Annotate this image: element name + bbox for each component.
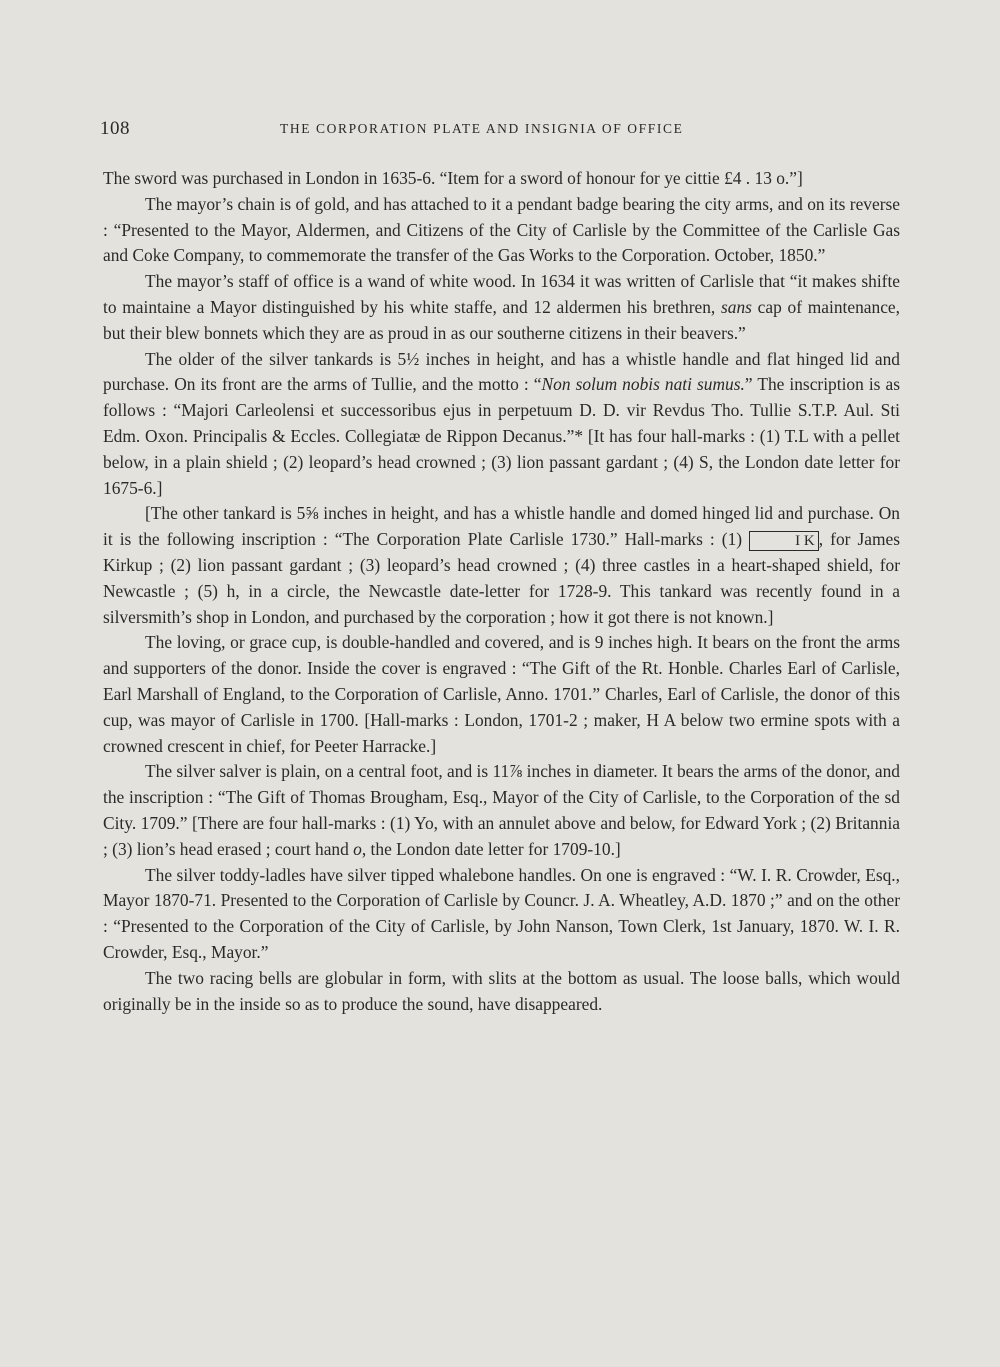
italic-text: sans [721, 296, 752, 317]
paragraph-text: The silver toddy-ladles have silver tipped whalebone handles. On one is engraved : “W. I. R. Crowder, Esq., Mayor 1870-71. Presented to the Corporation of Carlisle by Councr. J. A. Wheatley, A.D. 1870 ;” and on the other : “Presented to the Corporation of the City of Carlisle, by John Nanson, Town Clerk, 1st January, 1870. W. I. R. Crowder, Esq., Mayor.” [103, 864, 900, 962]
paragraph-text: , for James Kirkup ; (2) lion passant gardant ; (3) leopard’s head crowned ; (4) three castles in a heart-shaped shield, for Newcastle ; (5) h, in a circle, the Newcastle date-letter for 1728-9. This tankard was recently found in a silversmith’s shop in London, and purchased by the corporation ; how it got there is not known.] [103, 529, 900, 627]
running-head: THE CORPORATION PLATE AND INSIGNIA OF OFFICE [280, 121, 684, 136]
paragraph-other-tankard [103, 501, 900, 630]
paragraph-text: The silver salver is plain, on a central foot, and is 11⅞ inches in diameter. It bears the arms of the donor, and the inscription : “The Gift of Thomas Brougham, Esq., Mayor of the City of Carlisle, to the Corporation of the sd City. 1709.” [There are four hall-marks : (1) Yo, with an annulet above and below, for Edward York ; (2) Britannia ; (3) lion’s head erased ; court hand [103, 761, 900, 859]
paragraph-text: , the London date letter for 1709-10.] [361, 838, 621, 859]
page-header [100, 118, 900, 142]
paragraph-text: [The other tankard is 5⅝ inches in height, and has a whistle handle and domed hinged lid and purchase. On it is the following inscription : “The Corporation Plate Carlisle 1730.” Hall-marks : (1) [103, 503, 900, 550]
paragraph-older-tankard [103, 347, 900, 502]
paragraph-text: ” The inscription is as follows : “Majori Carleolensi et successoribus ejus in perpetuum D. D. vir Revdus Tho. Tullie S.T.P. Aul. Sti Edm. Oxon. Principalis & Eccles. Collegiatæ de Rippon Decanus.”* [It has four hall-marks : (1) T.L with a pellet below, in a plain shield ; (2) leopard’s head crowned ; (3) lion passant gardant ; (4) S, the London date letter for 1675-6.] [103, 374, 900, 498]
paragraph-mayors-chain [103, 192, 900, 269]
paragraph-text: The mayor’s chain is of gold, and has attached to it a pendant badge bearing the city arms, and on its reverse : “Presented to the Mayor, Aldermen, and Citizens of the City of Carlisle by the Committee of the Carlisle Gas and Coke Company, to commemorate the transfer of the Gas Works to the Corporation. October, 1850.” [103, 193, 900, 266]
paragraph-sword [103, 166, 900, 192]
hallmark-box: I K [749, 531, 819, 551]
italic-text: Non solum nobis nati sumus. [541, 374, 745, 395]
body-text [103, 166, 900, 1017]
paragraph-toddy-ladles [103, 863, 900, 966]
paragraph-text: cap of maintenance, but their blew bonnets which they are as proud in as our southerne citizens in their beavers.” [103, 296, 900, 343]
paragraph-silver-salver [103, 759, 900, 862]
paragraph-text: The sword was purchased in London in 1635-6. “Item for a sword of honour for ye cittie £4 . 13 o.”] [103, 168, 803, 188]
paragraph-mayors-staff [103, 269, 900, 346]
paragraph-loving-cup [103, 630, 900, 759]
paragraph-text: The loving, or grace cup, is double-handled and covered, and is 9 inches high. It bears on the front the arms and supporters of the donor. Inside the cover is engraved : “The Gift of the Rt. Honble. Charles Earl of Carlisle, Earl Marshall of England, to the Corporation of Carlisle, Anno. 1701.” Charles, Earl of Carlisle, the donor of this cup, was mayor of Carlisle in 1700. [Hall-marks : London, 1701-2 ; maker, H A below two ermine spots with a crowned crescent in chief, for Peeter Harracke.] [103, 632, 900, 756]
paragraph-text: The mayor’s staff of office is a wand of white wood. In 1634 it was written of Carlisle that “it makes shifte to maintaine a Mayor distinguished by his white staffe, and 12 aldermen his brethren, [103, 271, 900, 317]
paragraph-text: The older of the silver tankards is 5½ inches in height, and has a whistle handle and flat hinged lid and purchase. On its front are the arms of Tullie, and the motto : “ [103, 348, 900, 395]
paragraph-text: The two racing bells are globular in form, with slits at the bottom as usual. The loose balls, which would originally be in the inside so as to produce the sound, have disappeared. [103, 967, 900, 1014]
paragraph-racing-bells [103, 966, 900, 1018]
page-number: 108 [100, 118, 130, 139]
italic-text: o [353, 838, 362, 859]
